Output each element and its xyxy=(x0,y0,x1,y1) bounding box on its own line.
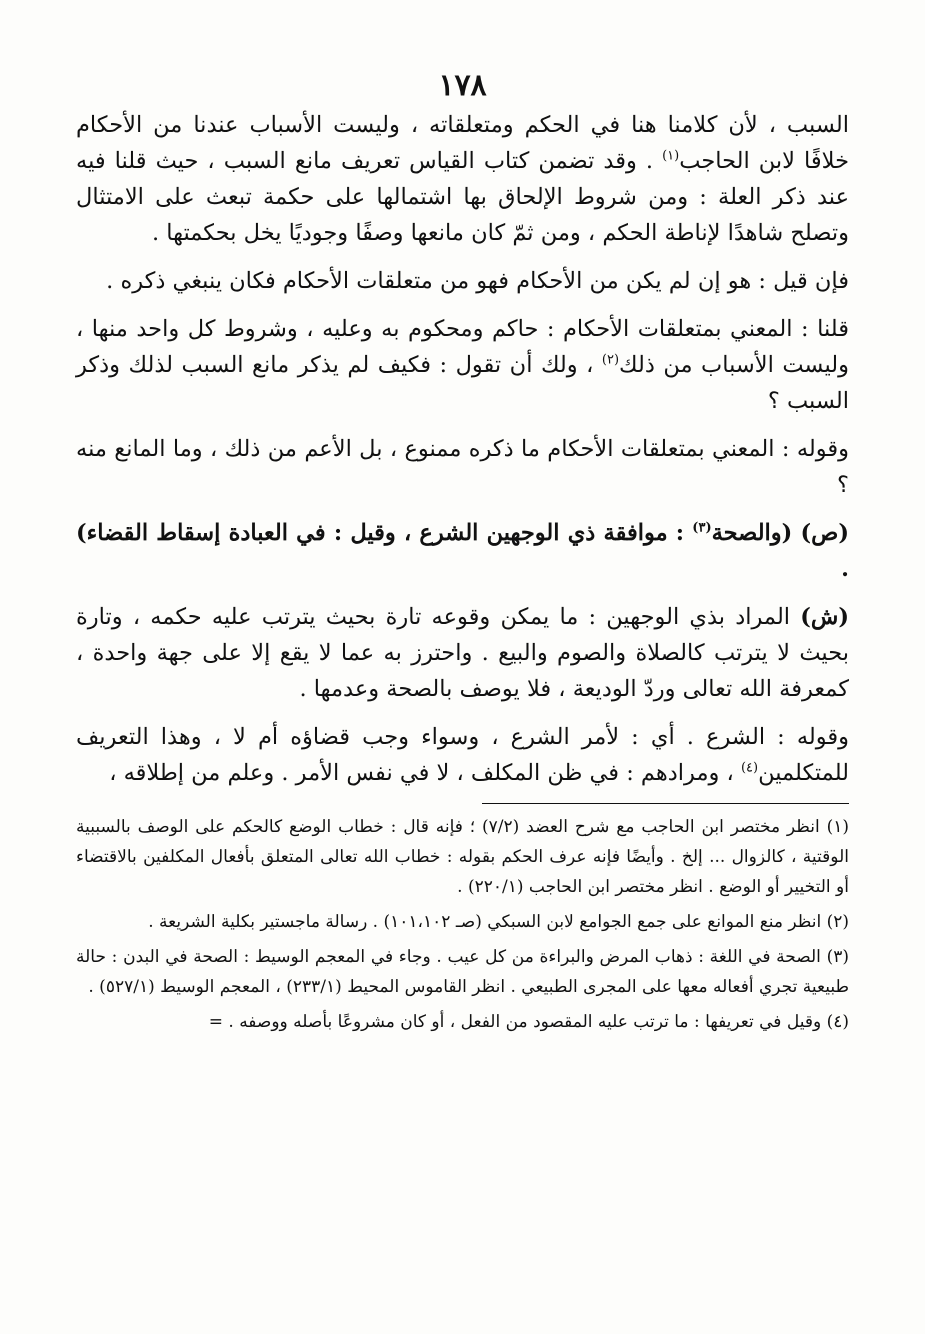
footnote-text: الصحة في اللغة : ذهاب المرض والبراءة من كل عيب . وجاء في المعجم الوسيط : الصحة في البدن : حالة طبيعية تجري أفعاله معها على المجرى الطبيعي . انظر القاموس المحيط (٢٣٣/١) ، المعجم الوسيط (٥٢٧/١) . xyxy=(76,947,849,997)
footnote-divider xyxy=(482,803,849,804)
paragraph-text: وقوله : المعني بمتعلقات الأحكام ما ذكره ممنوع ، بل الأعم من ذلك ، وما المانع منه ؟ xyxy=(76,436,849,498)
footnote-ref: (٢) xyxy=(601,352,620,368)
footnote-text: وقيل في تعريفها : ما ترتب عليه المقصود من الفعل ، أو كان مشروعًا بأصله ووصفه . = xyxy=(208,1012,827,1032)
paragraph-text: ، ومرادهم : في ظن المكلف ، لا في نفس الأمر . وعلم من إطلاقه ، xyxy=(109,760,741,786)
paragraph-text: (والصحة xyxy=(711,520,801,546)
footnote-number: (٢) xyxy=(826,912,849,932)
paragraph-text: . وقد تضمن كتاب القياس تعريف مانع السبب ، حيث قلنا فيه عند ذكر العلة : ومن شروط الإلحاق بها اشتمالها على حكمة تبعث على الامتثال وتصلح شاهدًا لإناطة الحكم ، ومن ثمّ كان مانعها وصفًا وجوديًا يخل بحكمتها . xyxy=(76,148,849,246)
footnote-number: (١) xyxy=(826,817,849,837)
book-page xyxy=(76,68,849,1042)
paragraph-3 xyxy=(76,311,849,419)
paragraph-2 xyxy=(76,263,849,299)
footnote-4 xyxy=(76,1007,849,1037)
paragraph-text: قلنا : المعني بمتعلقات الأحكام : حاكم ومحكوم به وعليه ، وشروط كل واحد منها ، وليست الأسباب من ذلك xyxy=(76,316,849,378)
paragraph-text: فإن قيل : هو إن لم يكن من الأحكام فهو من متعلقات الأحكام فكان ينبغي ذكره . xyxy=(106,268,849,294)
footnote-text: انظر منع الموانع على جمع الجوامع لابن السبكي (صـ ١٠١،١٠٢) . رسالة ماجستير بكلية الشريعة . xyxy=(148,912,827,932)
paragraph-text: : موافقة ذي الوجهين الشرع ، وقيل : في العبادة إسقاط القضاء) . xyxy=(76,520,849,582)
footnote-1 xyxy=(76,812,849,902)
footnote-ref: (١) xyxy=(662,148,680,164)
paragraph-text: وقوله : الشرع . أي : لأمر الشرع ، وسواء وجب قضاؤه أم لا ، وهذا التعريف للمتكلمين xyxy=(76,724,849,786)
section-tag: (ص) xyxy=(800,520,849,546)
paragraph-5-matn xyxy=(76,515,849,587)
page-number: ١٧٨ xyxy=(438,68,487,103)
paragraph-text: السبب ، لأن كلامنا هنا في الحكم ومتعلقاته ، وليست الأسباب عندنا من الأحكام خلافًا لابن الحاجب xyxy=(76,112,849,174)
footnote-number: (٣) xyxy=(826,947,849,967)
paragraph-text: ، ولك أن تقول : فكيف لم يذكر مانع السبب لذلك وذكر السبب ؟ xyxy=(76,352,849,414)
paragraph-1 xyxy=(76,107,849,251)
footnote-text: انظر مختصر ابن الحاجب مع شرح العضد (٧/٢) ؛ فإنه قال : خطاب الوضع كالحكم على الوصف بالسببية الوقتية ، كالزوال ... إلخ . وأيضًا فإنه عرف الحكم بقوله : خطاب الله تعالى المتعلق بأفعال المكلفين بالاقتضاء أو التخيير أو الوضع . انظر مختصر ابن الحاجب (٢٢٠/١) . xyxy=(76,817,849,897)
footnote-ref: (٣) xyxy=(692,520,712,536)
paragraph-7 xyxy=(76,719,849,791)
paragraph-6-sharh xyxy=(76,599,849,707)
paragraph-4 xyxy=(76,431,849,503)
footnote-3 xyxy=(76,942,849,1002)
section-tag: (ش) xyxy=(800,604,849,630)
paragraph-text: المراد بذي الوجهين : ما يمكن وقوعه تارة بحيث يترتب عليه حكمه ، وتارة بحيث لا يترتب كالصلاة والصوم والبيع . واحترز به عما لا يقع إلا على جهة واحدة ، كمعرفة الله تعالى وردّ الوديعة ، فلا يوصف بالصحة وعدمها . xyxy=(76,604,849,702)
footnote-2 xyxy=(76,907,849,937)
footnote-ref: (٤) xyxy=(740,760,759,776)
footnote-number: (٤) xyxy=(826,1012,849,1032)
